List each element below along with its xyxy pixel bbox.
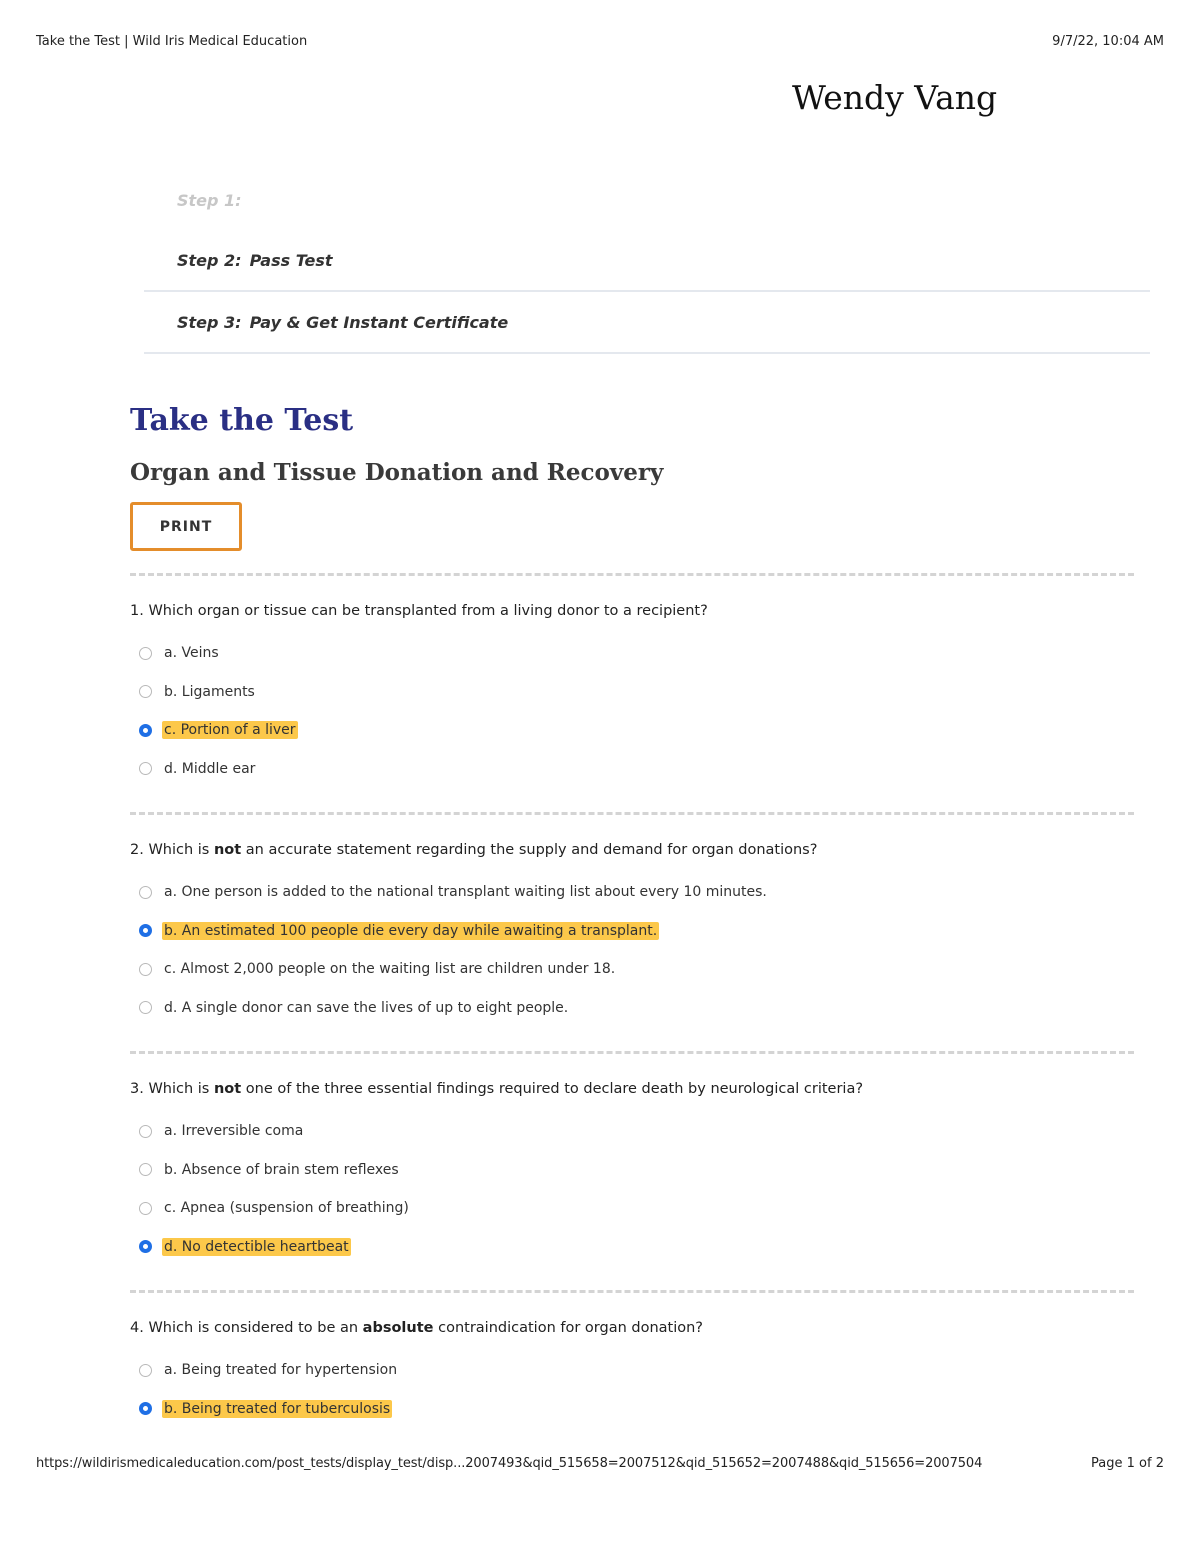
answer-option[interactable] — [130, 950, 1134, 989]
answer-option[interactable] — [130, 673, 1134, 712]
answer-option-label: b. An estimated 100 people die every day while awaiting a transplant. — [164, 922, 658, 939]
answer-option-label: a. Veins — [164, 645, 219, 662]
question-text — [130, 839, 1134, 861]
answer-option-label: c. Almost 2,000 people on the waiting list are children under 18. — [164, 961, 616, 978]
answer-option-label: d. No detectible heartbeat — [164, 1238, 349, 1255]
questions-list — [130, 573, 1134, 1428]
question-text-end: one of the three essential findings required to declare death by neurological criteria? — [241, 1081, 864, 1097]
answer-options — [130, 873, 1134, 1027]
answer-option[interactable] — [130, 1390, 1134, 1429]
answer-option[interactable] — [130, 1112, 1134, 1151]
answer-option[interactable] — [130, 873, 1134, 912]
step-label: Pass Test — [249, 250, 333, 270]
step-label: Pay & Get Instant Certificate — [249, 312, 509, 332]
question-text-start: 3. Which is — [130, 1081, 214, 1097]
question-4 — [130, 1290, 1134, 1428]
print-header-title: Take the Test | Wild Iris Medical Education — [36, 34, 308, 49]
question-3 — [130, 1051, 1134, 1266]
answer-option-label: a. Being treated for hypertension — [164, 1362, 398, 1379]
question-text — [130, 1317, 1134, 1339]
radio-icon[interactable] — [139, 1364, 152, 1377]
question-text-emphasis: not — [213, 842, 242, 858]
radio-icon[interactable] — [139, 647, 152, 660]
answer-option-label: c. Apnea (suspension of breathing) — [164, 1200, 409, 1217]
radio-icon[interactable] — [139, 963, 152, 976]
radio-icon[interactable] — [139, 886, 152, 899]
divider — [130, 812, 1134, 815]
steps-list — [144, 170, 1150, 354]
radio-icon[interactable] — [139, 685, 152, 698]
answer-option-label: d. Middle ear — [164, 760, 256, 777]
step-number: Step 1: — [177, 190, 242, 210]
radio-icon[interactable] — [139, 1202, 152, 1215]
divider — [130, 1290, 1134, 1293]
question-text-start: 4. Which is considered to be an — [130, 1320, 363, 1336]
radio-icon[interactable] — [139, 1163, 152, 1176]
answer-option-label: d. A single donor can save the lives of up to eight people. — [164, 999, 569, 1016]
page-title: Take the Test — [130, 403, 354, 438]
answer-option-label: a. Irreversible coma — [164, 1123, 304, 1140]
page-url: https://wildirismedicaleducation.com/post_tests/display_test/disp...2007493&qid_515658=2007512&qid_515652=2007488&qid_515656=2007504 — [36, 1456, 983, 1471]
print-button[interactable]: PRINT — [130, 502, 242, 551]
answer-options — [130, 1112, 1134, 1266]
step-number: Step 3: — [177, 312, 242, 332]
answer-option[interactable] — [130, 1151, 1134, 1190]
answer-option[interactable] — [130, 1228, 1134, 1267]
radio-icon[interactable] — [139, 1125, 152, 1138]
answer-option[interactable] — [130, 750, 1134, 789]
question-text — [130, 600, 1134, 622]
answer-options — [130, 634, 1134, 788]
divider — [130, 573, 1134, 576]
radio-selected-icon[interactable] — [139, 924, 152, 937]
radio-icon[interactable] — [139, 1001, 152, 1014]
radio-selected-icon[interactable] — [139, 724, 152, 737]
question-text-end: contraindication for organ donation? — [433, 1320, 704, 1336]
signature: Wendy Vang — [792, 78, 998, 117]
radio-icon[interactable] — [139, 762, 152, 775]
answer-option-label: c. Portion of a liver — [164, 722, 296, 739]
radio-selected-icon[interactable] — [139, 1240, 152, 1253]
radio-selected-icon[interactable] — [139, 1402, 152, 1415]
question-text-emphasis: absolute — [362, 1320, 434, 1336]
answer-options — [130, 1351, 1134, 1428]
question-text-end: an accurate statement regarding the supply and demand for organ donations? — [241, 842, 818, 858]
question-text — [130, 1078, 1134, 1100]
print-header — [36, 34, 1164, 49]
question-text-start: 2. Which is — [130, 842, 214, 858]
question-text-emphasis: not — [213, 1081, 242, 1097]
step-1 — [144, 170, 1150, 230]
question-text-start: 1. Which organ or tissue can be transplanted from a living donor to a recipient? — [130, 603, 708, 619]
course-title: Organ and Tissue Donation and Recovery — [130, 459, 664, 486]
answer-option[interactable] — [130, 711, 1134, 750]
divider — [130, 1051, 1134, 1054]
answer-option[interactable] — [130, 1351, 1134, 1390]
answer-option[interactable] — [130, 912, 1134, 951]
page-number: Page 1 of 2 — [1091, 1456, 1164, 1471]
answer-option-label: b. Ligaments — [164, 683, 255, 700]
answer-option[interactable] — [130, 989, 1134, 1028]
question-2 — [130, 812, 1134, 1027]
step-number: Step 2: — [177, 250, 242, 270]
print-header-datetime: 9/7/22, 10:04 AM — [1052, 34, 1164, 49]
step-2 — [144, 230, 1150, 292]
answer-option-label: a. One person is added to the national transplant waiting list about every 10 minutes. — [164, 884, 767, 901]
question-1 — [130, 573, 1134, 788]
print-footer — [36, 1456, 1164, 1471]
answer-option[interactable] — [130, 634, 1134, 673]
answer-option-label: b. Absence of brain stem reflexes — [164, 1161, 399, 1178]
answer-option[interactable] — [130, 1189, 1134, 1228]
step-3 — [144, 292, 1150, 354]
answer-option-label: b. Being treated for tuberculosis — [164, 1400, 391, 1417]
